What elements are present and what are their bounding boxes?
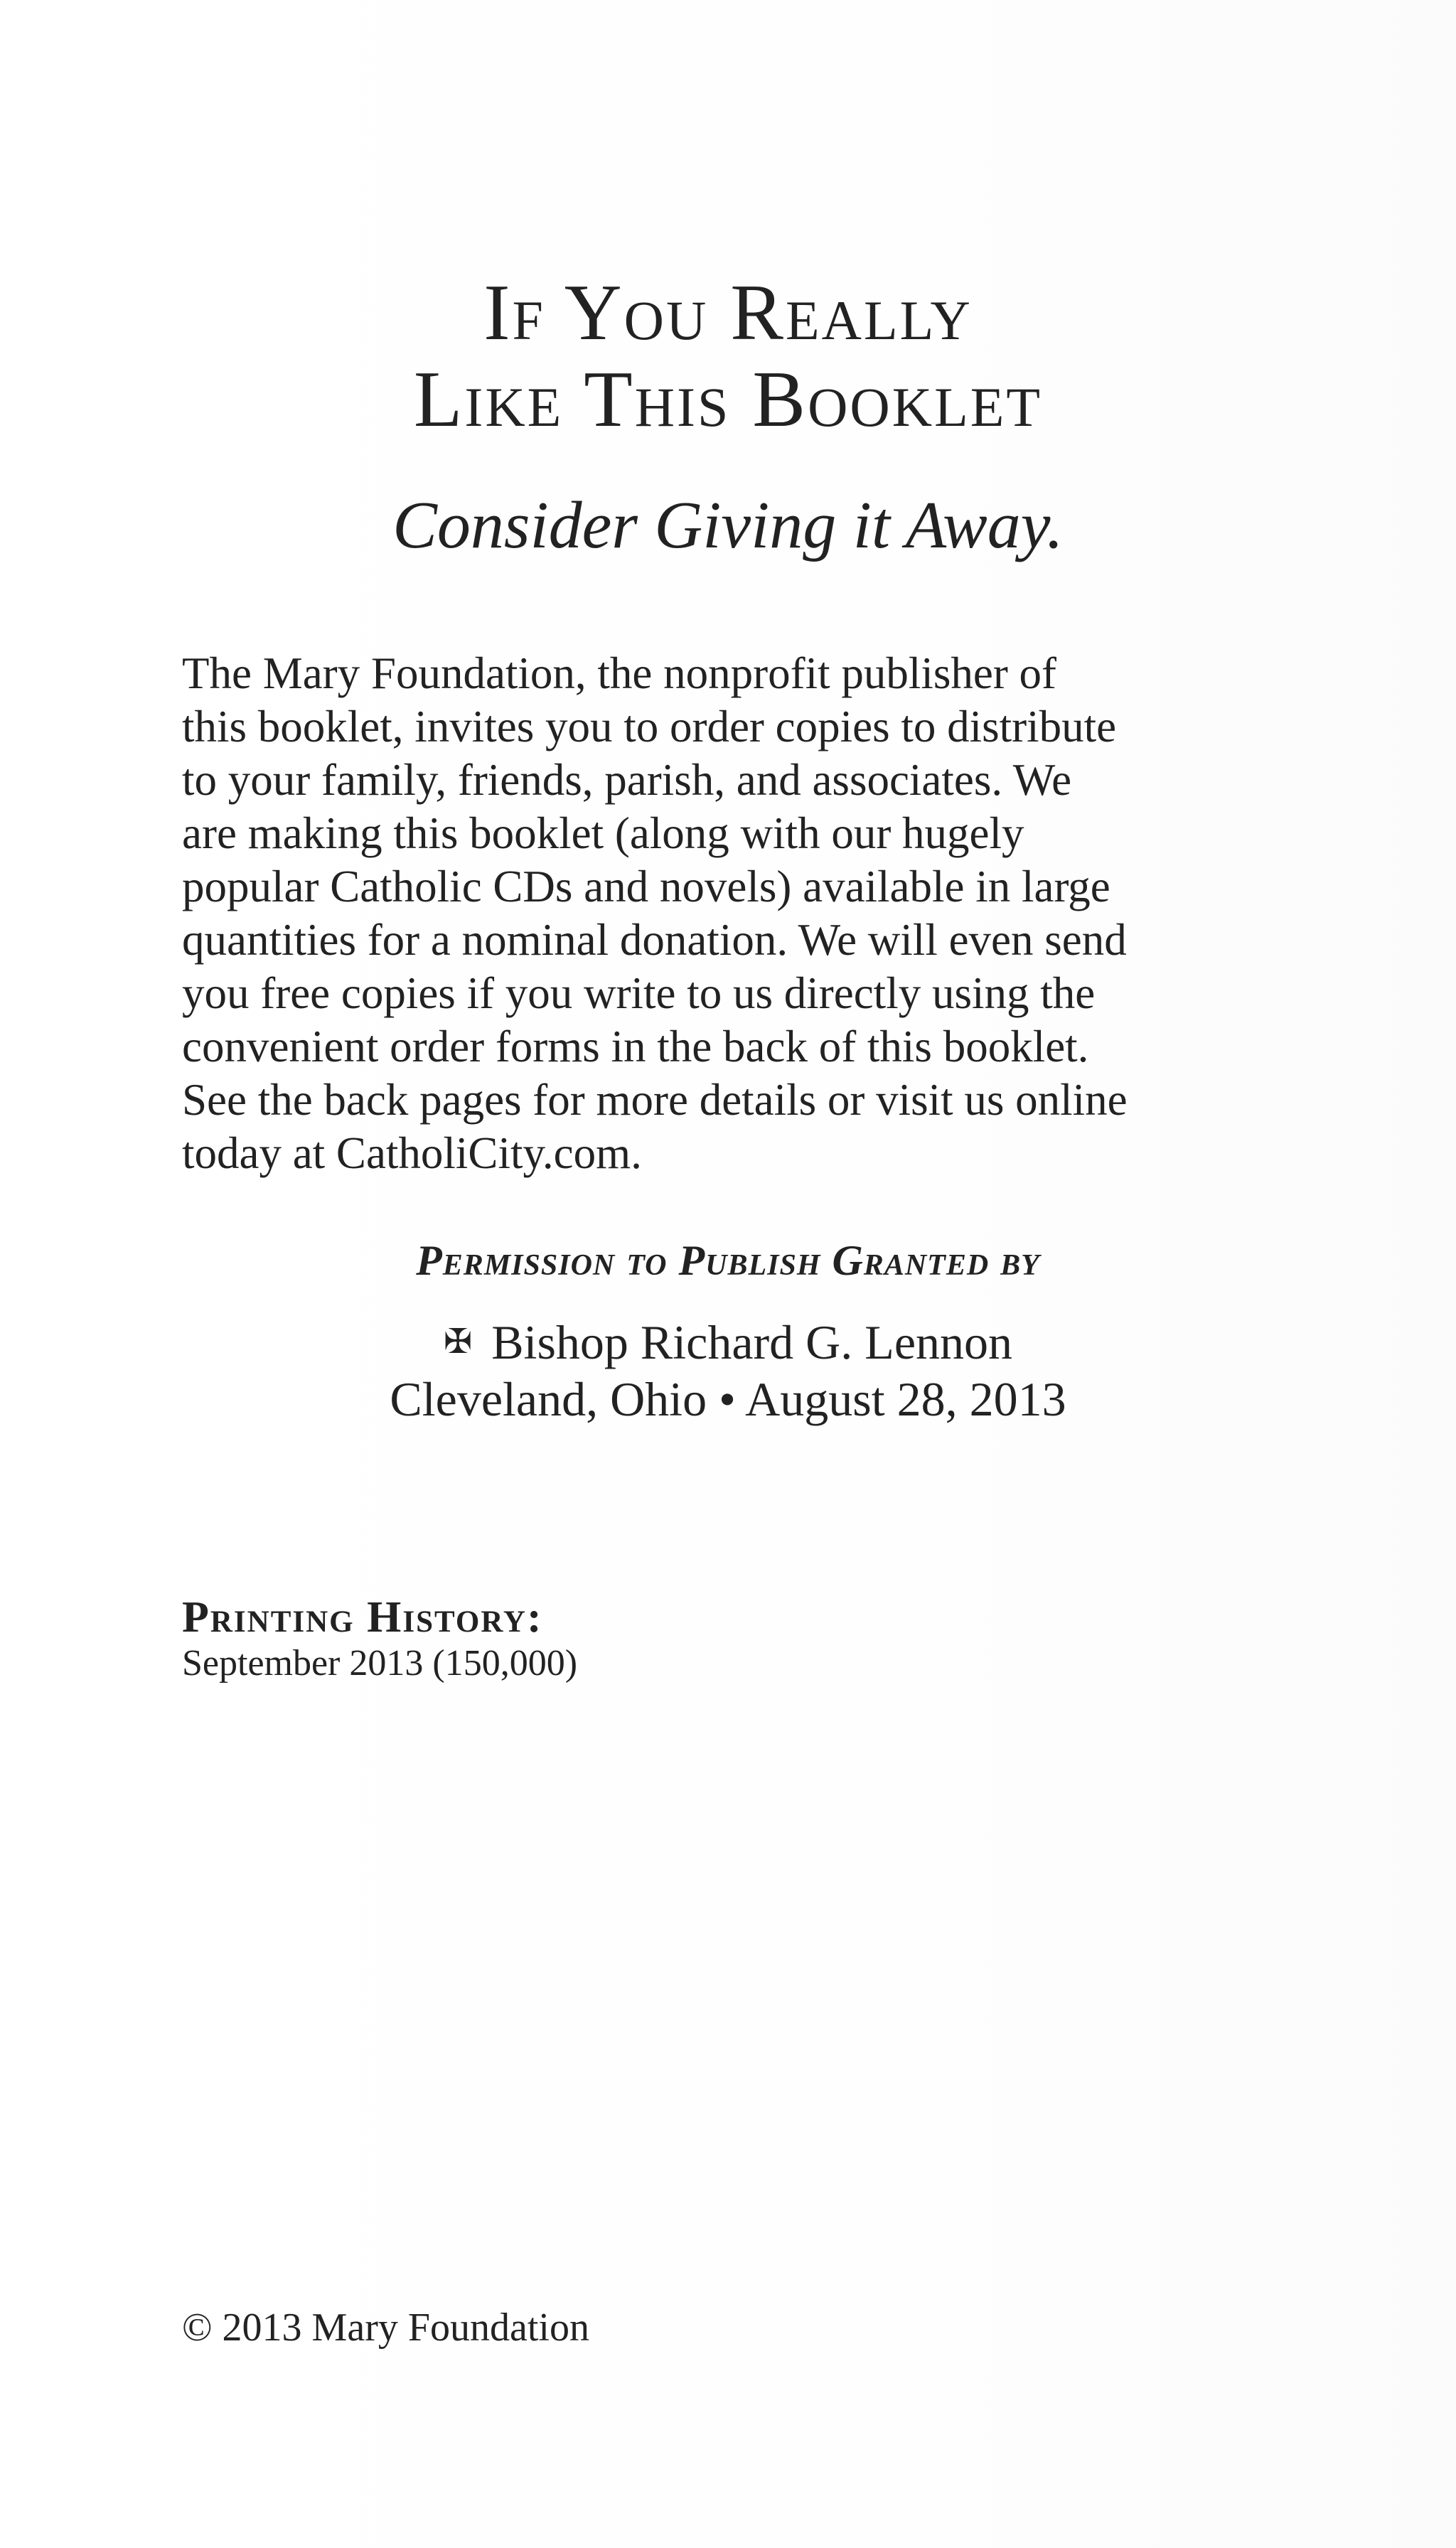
body-paragraph: [182, 647, 1291, 1180]
printing-history-heading: Printing History:: [182, 1593, 543, 1642]
subtitle: Consider Giving it Away.: [392, 488, 1064, 562]
copyright-notice: © 2013 Mary Foundation: [182, 2306, 589, 2350]
body-line: popular Catholic CDs and novels) available in large: [182, 862, 1110, 911]
body-line: are making this booklet (along with our hugely: [182, 808, 1024, 858]
title-line-2: Like This Booklet: [413, 355, 1043, 444]
cross-icon: ✠: [443, 1323, 473, 1361]
body-line: The Mary Foundation, the nonprofit publisher of: [182, 648, 1057, 698]
permission-heading: Permission to Publish Granted by: [416, 1237, 1040, 1284]
bishop-name: Bishop Richard G. Lennon: [491, 1315, 1012, 1369]
printing-history-entry: September 2013 (150,000): [182, 1643, 578, 1684]
bishop-line: [0, 1314, 1456, 1371]
body-line: today at CatholiCity.com.: [182, 1128, 642, 1178]
title-line-1: If You Really: [483, 269, 973, 357]
body-line: this booklet, invites you to order copies to distribute: [182, 702, 1117, 751]
location-date: Cleveland, Ohio • August 28, 2013: [390, 1372, 1066, 1426]
body-line: quantities for a nominal donation. We will even send: [182, 915, 1127, 965]
body-line: you free copies if you write to us directly using the: [182, 968, 1096, 1018]
body-line: convenient order forms in the back of this booklet.: [182, 1022, 1089, 1071]
body-line: See the back pages for more details or visit us online: [182, 1075, 1128, 1125]
body-line: to your family, friends, parish, and associates. We: [182, 755, 1072, 805]
